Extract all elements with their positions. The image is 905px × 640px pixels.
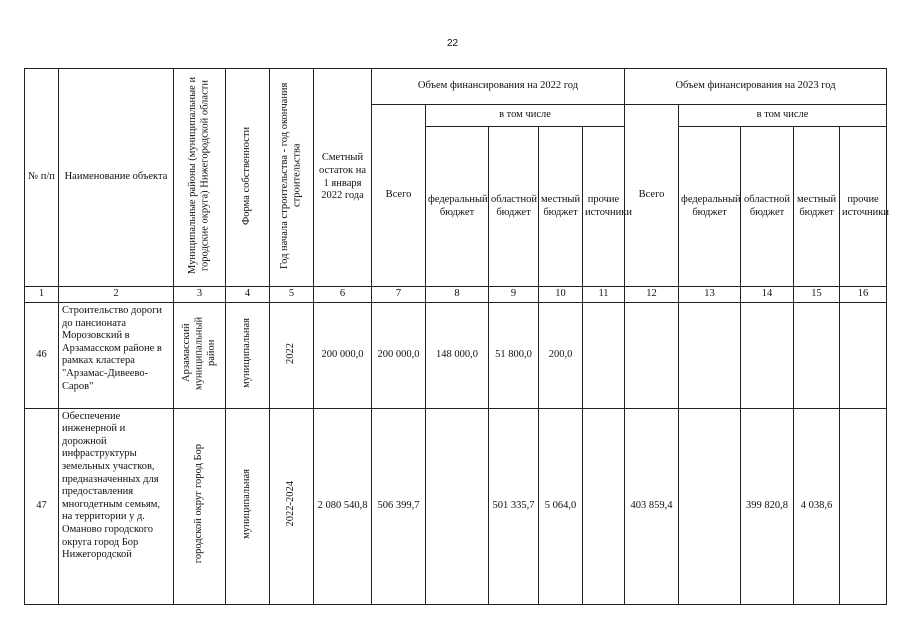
column-number: 6: [314, 287, 372, 303]
column-number: 3: [174, 287, 226, 303]
row-federal-2023: [679, 303, 741, 409]
column-number: 1: [25, 287, 59, 303]
header-total-2023: Всего: [625, 105, 679, 287]
header-balance: Сметный остаток на 1 января 2022 года: [314, 69, 372, 287]
column-number: 12: [625, 287, 679, 303]
row-years-text: 2022: [285, 342, 297, 364]
row-federal-2022: [426, 408, 489, 604]
header-ownership-text: Форма собственности: [241, 126, 253, 225]
row-name: Строительство дороги до пансионата Морозовский в Арзамасском районе в рамках кластера "Арзамас-Дивеево-Саров": [59, 303, 174, 409]
header-fin-2022: Объем финансирования на 2022 год: [372, 69, 625, 105]
header-num: № п/п: [25, 69, 59, 287]
header-years: [270, 69, 314, 287]
row-other-2022: [583, 303, 625, 409]
row-local-2022: 5 064,0: [539, 408, 583, 604]
column-numbers-row: [25, 287, 887, 303]
row-ownership-text: муниципальная: [241, 468, 253, 539]
column-number: 16: [840, 287, 887, 303]
header-district: [174, 69, 226, 287]
header-federal-2022: федеральный бюджет: [426, 127, 489, 287]
column-number: 8: [426, 287, 489, 303]
row-years: [270, 408, 314, 604]
row-regional-2022: 501 335,7: [489, 408, 539, 604]
row-num: 46: [25, 303, 59, 409]
row-regional-2023: [741, 303, 794, 409]
header-district-text: Муниципальные районы (муниципальные и городские округа) Нижегородской области: [186, 76, 211, 274]
column-number: 7: [372, 287, 426, 303]
row-federal-2023: [679, 408, 741, 604]
column-number: 11: [583, 287, 625, 303]
header-fin-2023: Объем финансирования на 2023 год: [625, 69, 887, 105]
row-total-2022: 506 399,7: [372, 408, 426, 604]
row-total-2023: [625, 303, 679, 409]
row-regional-2023: 399 820,8: [741, 408, 794, 604]
table-row: [25, 303, 887, 409]
row-district: [174, 408, 226, 604]
header-including-2022: в том числе: [426, 105, 625, 127]
header-local-2022: местный бюджет: [539, 127, 583, 287]
header-local-2023: местный бюджет: [794, 127, 840, 287]
table-row: [25, 408, 887, 604]
column-number: 13: [679, 287, 741, 303]
row-other-2023: [840, 408, 887, 604]
column-number: 5: [270, 287, 314, 303]
column-number: 4: [226, 287, 270, 303]
row-years-text: 2022-2024: [285, 481, 297, 527]
row-balance: 2 080 540,8: [314, 408, 372, 604]
row-regional-2022: 51 800,0: [489, 303, 539, 409]
column-number: 10: [539, 287, 583, 303]
header-years-text: Год начала строительства - год окончания строительства: [278, 82, 303, 269]
row-balance: 200 000,0: [314, 303, 372, 409]
row-district-text: городской округ город Бор: [193, 444, 205, 564]
header-federal-2023: федеральный бюджет: [679, 127, 741, 287]
row-local-2023: 4 038,6: [794, 408, 840, 604]
row-ownership: [226, 408, 270, 604]
row-total-2022: 200 000,0: [372, 303, 426, 409]
header-including-2023: в том числе: [679, 105, 887, 127]
column-number: 9: [489, 287, 539, 303]
row-federal-2022: 148 000,0: [426, 303, 489, 409]
financing-table: [24, 68, 887, 605]
page-number: 22: [446, 38, 459, 49]
header-name: Наименование объекта: [59, 69, 174, 287]
header-other-2022: прочие источники: [583, 127, 625, 287]
row-name: Обеспечение инженерной и дорожной инфраструктуры земельных участков, предназначенных для предоставления многодетным семьям, на территории у д. Оманово городского округа город Бор Нижегородской: [59, 408, 174, 604]
column-number: 2: [59, 287, 174, 303]
header-regional-2023: областной бюджет: [741, 127, 794, 287]
column-number: 15: [794, 287, 840, 303]
column-number: 14: [741, 287, 794, 303]
row-other-2022: [583, 408, 625, 604]
header-ownership: [226, 69, 270, 287]
row-ownership: [226, 303, 270, 409]
header-regional-2022: областной бюджет: [489, 127, 539, 287]
row-other-2023: [840, 303, 887, 409]
row-local-2022: 200,0: [539, 303, 583, 409]
header-total-2022: Всего: [372, 105, 426, 287]
row-district-text: Арзамасский муниципальный район: [180, 316, 217, 390]
row-num: 47: [25, 408, 59, 604]
row-ownership-text: муниципальная: [241, 318, 253, 388]
row-total-2023: 403 859,4: [625, 408, 679, 604]
row-years: [270, 303, 314, 409]
header-other-2023: прочие источники: [840, 127, 887, 287]
row-local-2023: [794, 303, 840, 409]
row-district: [174, 303, 226, 409]
